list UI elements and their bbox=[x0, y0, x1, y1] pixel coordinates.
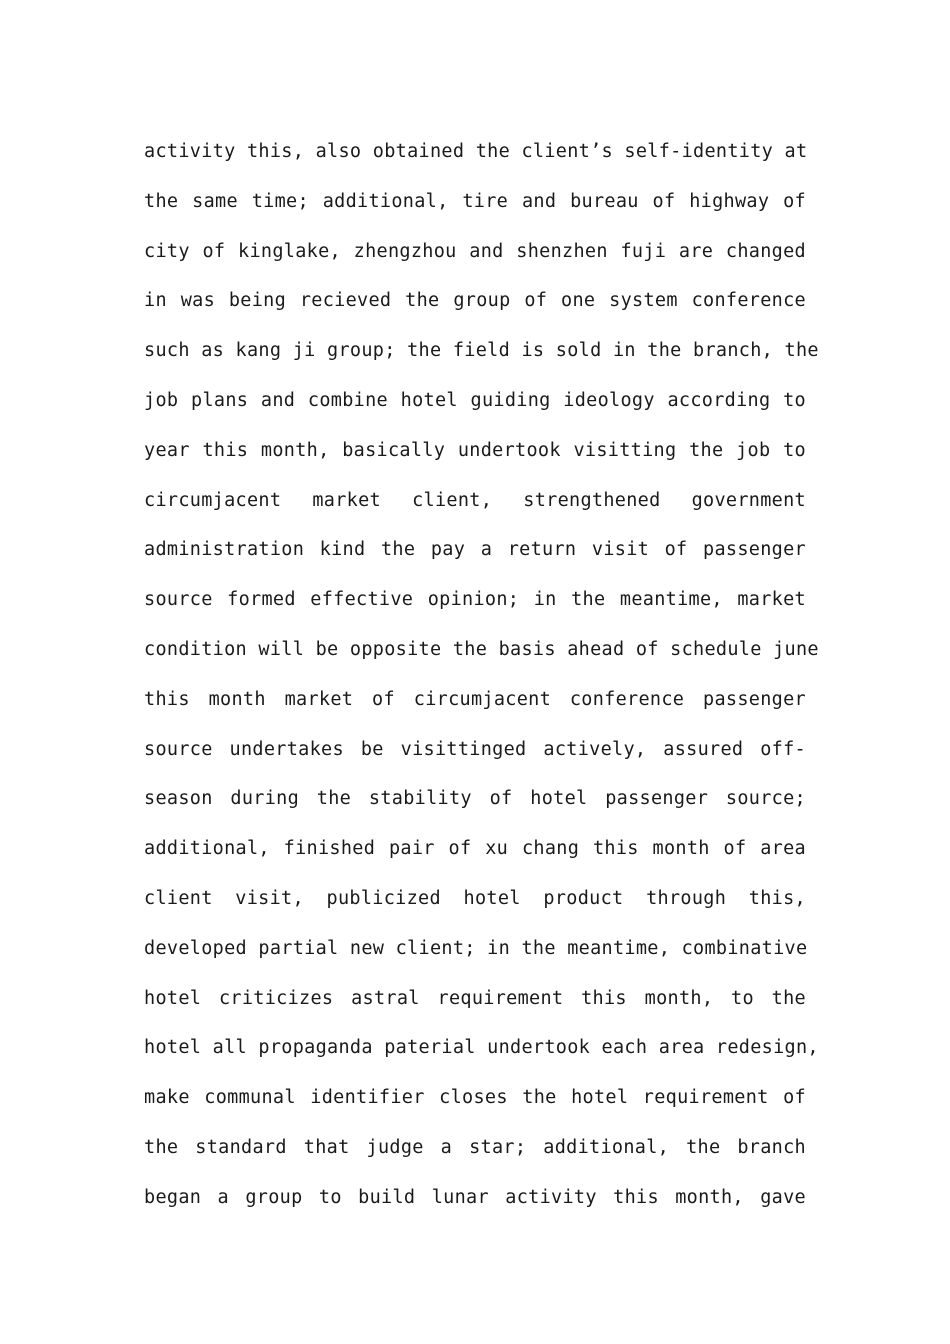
text-line: job plans and combine hotel guiding ideology according to bbox=[144, 389, 806, 411]
text-line: circumjacent market client, strengthened government bbox=[144, 489, 806, 511]
text-line: hotel all propaganda paterial undertook each area redesign, bbox=[144, 1037, 819, 1059]
text-line: make communal identifier closes the hotel requirement of bbox=[144, 1087, 806, 1109]
text-line: activity this, also obtained the client’s self-identity at bbox=[144, 141, 808, 162]
text-line: in was being recieved the group of one system conference bbox=[144, 290, 806, 312]
text-line: client visit, publicized hotel product through this, bbox=[144, 887, 806, 909]
text-line: year this month, basically undertook visitting the job to bbox=[144, 439, 806, 461]
text-line: the standard that judge a star; additional, the branch bbox=[144, 1136, 806, 1158]
text-line: administration kind the pay a return visit of passenger bbox=[144, 539, 806, 561]
text-line: additional, finished pair of xu chang this month of area bbox=[144, 838, 806, 860]
text-line: source formed effective opinion; in the meantime, market bbox=[144, 589, 806, 611]
text-line: began a group to build lunar activity this month, gave bbox=[144, 1186, 806, 1208]
text-line: this month market of circumjacent conference passenger bbox=[144, 688, 806, 710]
text-line: city of kinglake, zhengzhou and shenzhen fuji are changed bbox=[144, 240, 806, 262]
text-line: source undertakes be visittinged actively, assured off- bbox=[144, 738, 806, 760]
text-line: developed partial new client; in the meantime, combinative bbox=[144, 937, 808, 959]
text-line: the same time; additional, tire and bureau of highway of bbox=[144, 190, 806, 212]
text-line: such as kang ji group; the field is sold in the branch, the bbox=[144, 340, 819, 362]
text-line: condition will be opposite the basis ahead of schedule june bbox=[144, 638, 819, 660]
text-line: hotel criticizes astral requirement this month, to the bbox=[144, 987, 806, 1009]
text-line: season during the stability of hotel passenger source; bbox=[144, 788, 806, 810]
body-text bbox=[144, 127, 819, 1223]
